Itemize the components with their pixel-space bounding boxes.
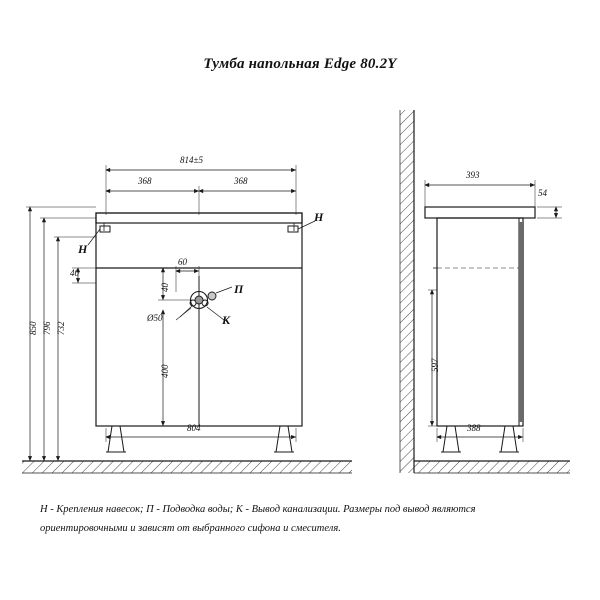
dim-height-732: 732 [56,321,66,335]
dim-height-total: 850 [28,321,38,335]
dim-depth: 393 [466,170,480,180]
marker-water-supply: П [234,282,244,296]
dim-half-width-right: 368 [234,176,248,186]
dim-offset-60: 60 [178,257,187,267]
dim-offset-40-hole: 40 [160,283,170,292]
dim-offset-40-left: 40 [70,268,79,278]
page-title: Тумба напольная Edge 80.2Y [203,56,397,72]
dim-height-796: 796 [42,321,52,335]
legend-note: Н - Крепления навесок; П - Подводка воды; К - Вывод канализации. Размеры под вывод являются ориентировочными и зависят от выбранного сифона и смесителя. [40,504,476,534]
marker-sewer-outlet: К [222,313,231,327]
dim-hole-diameter: Ø50 [147,313,163,323]
dim-height-597: 597 [430,358,440,372]
marker-h-top-right: Н [314,210,324,224]
dim-overall-width: 814±5 [180,155,203,165]
dim-top-thickness: 54 [538,188,547,198]
dim-base-width: 804 [187,423,201,433]
dim-half-width-left: 368 [138,176,152,186]
marker-h-left: Н [78,242,88,256]
dim-base-depth: 388 [467,423,481,433]
dim-offset-400: 400 [160,364,170,378]
